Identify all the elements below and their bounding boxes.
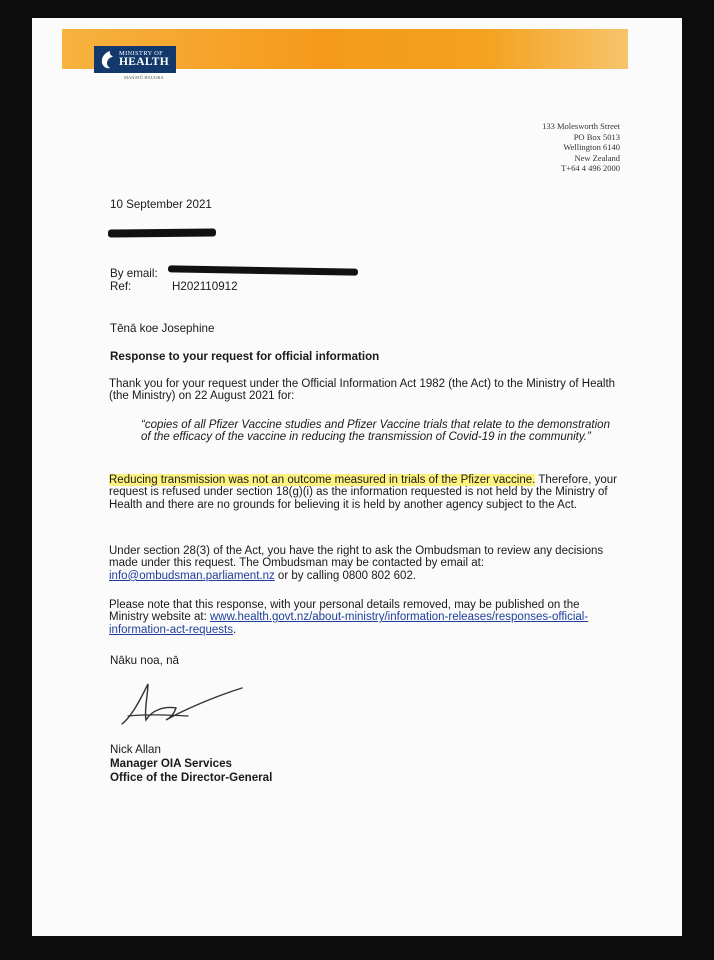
ombudsman-phone-text: or by calling 0800 802 602. [274,569,417,582]
redacted-name [108,228,216,237]
publication-text: Please note that this response, with your personal details removed, may be published on the Ministry website at: [109,599,580,624]
refusal-text: Therefore, your request is refused under section 18(g)(i) as the information requested is not held by the Ministry of Health and there are no grounds for believing it is held by another agency subject to the Act. [109,474,617,511]
ombudsman-paragraph [109,545,619,582]
signer-office: Office of the Director-General [110,771,273,784]
letter-heading: Response to your request for official information [110,350,380,363]
logo-text-main: HEALTH [119,56,169,68]
logo-text-top: MINISTRY OF [119,50,164,57]
letter-date: 10 September 2021 [110,198,212,211]
ombudsman-text: Under section 28(3) of the Act, you have the right to ask the Ombudsman to review any decisions made under this request. The Ombudsman may be contacted by email at: [109,545,604,570]
highlighted-statement: Reducing transmission was not an outcome measured in trials of the Pfizer vaccine. [109,474,536,486]
signoff: Nāku noa, nā [110,654,179,667]
ombudsman-email-link[interactable]: info@ombudsman.parliament.nz [109,569,275,582]
address-line: 133 Molesworth Street [542,121,620,131]
ministry-logo [94,46,176,73]
greeting: Tēnā koe Josephine [110,322,215,335]
address-line: PO Box 5013 [573,131,620,142]
refusal-paragraph [109,474,619,511]
address-line: Wellington 6140 [563,142,620,152]
address-line: T+64 4 496 2000 [561,163,620,173]
ministry-website-link[interactable]: www.health.govt.nz/about-ministry/information-releases/responses-official-information-act-requests [109,611,589,636]
publication-paragraph [109,599,619,636]
by-email-label: By email: [110,267,158,280]
ministry-address [542,121,620,174]
ref-value: H202110912 [172,280,238,293]
ref-label: Ref: [110,280,132,293]
signer-name: Nick Allan [110,743,161,756]
fern-logo-icon [98,49,116,71]
request-quote: “copies of all Pfizer Vaccine studies and Pfizer Vaccine trials that relate to the demonstration of the efficacy of the vaccine in reducing the transmission of Covid-19 in the community.” [141,419,610,444]
handwritten-signature [118,680,248,728]
address-line: New Zealand [574,152,620,163]
publication-tail: . [233,623,237,636]
logo-subtitle: MANATŪ HAUORA [124,75,164,80]
intro-paragraph: Thank you for your request under the Official Information Act 1982 (the Act) to the Ministry of Health (the Ministry) on 22 August 2021 for: [109,378,616,403]
signer-title: Manager OIA Services [110,757,233,770]
